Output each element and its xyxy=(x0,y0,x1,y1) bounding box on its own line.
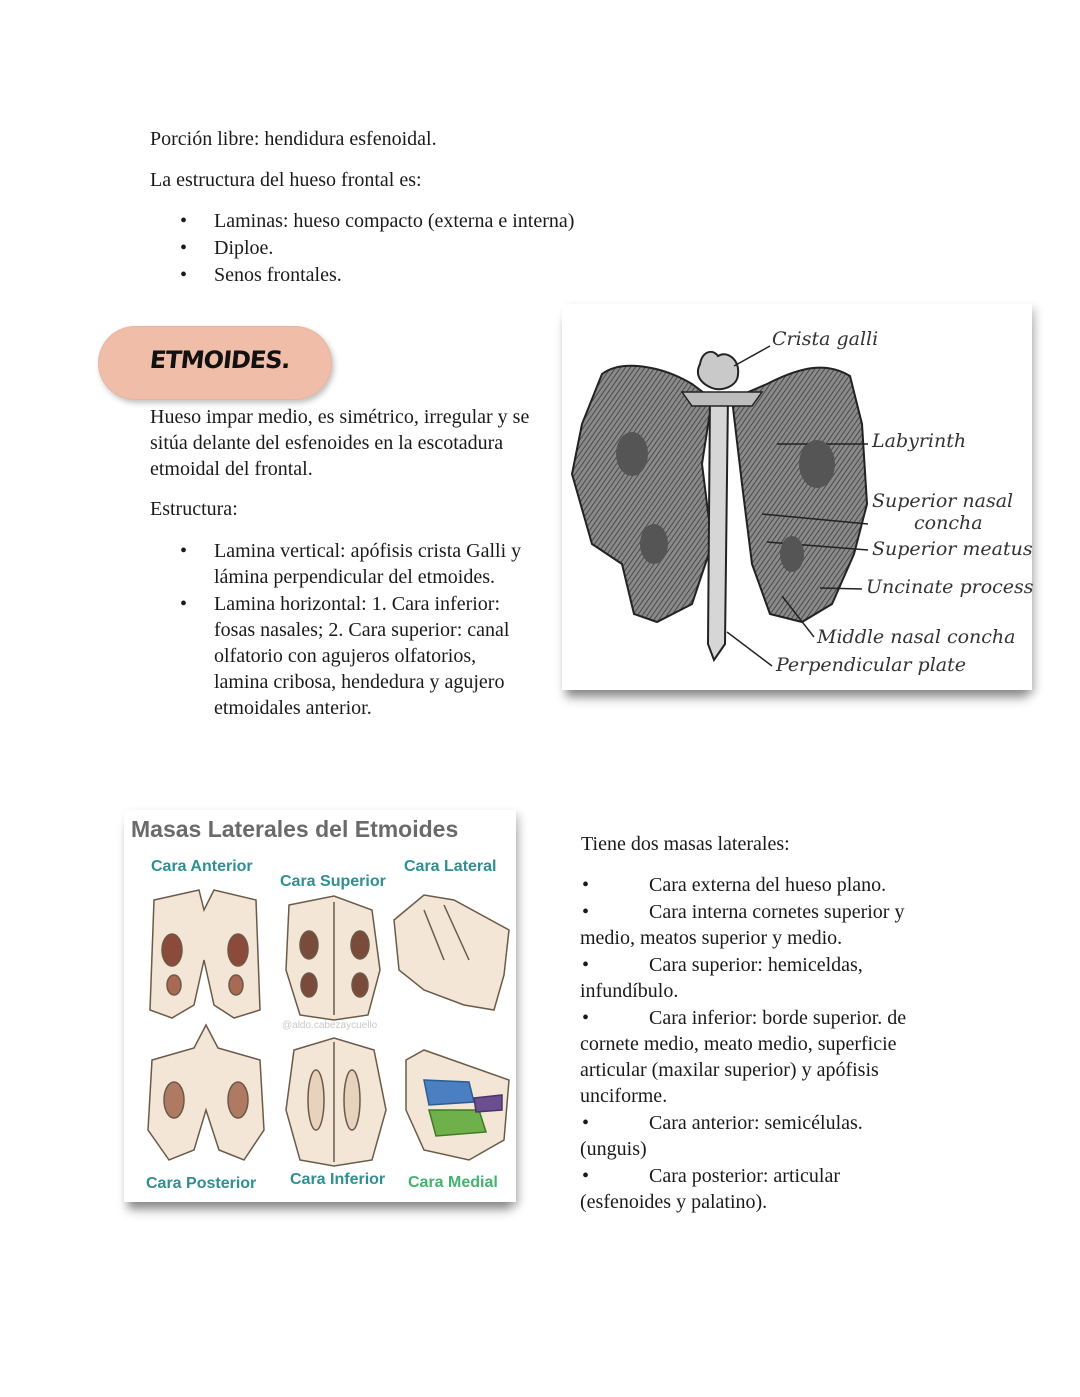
perpendicular-plate-shape xyxy=(708,394,728,660)
section-title: ETMOIDES. xyxy=(148,346,292,374)
bullet: • xyxy=(582,901,590,923)
ethmoid-illustration xyxy=(562,304,1032,690)
superior-view xyxy=(286,896,380,1020)
bone-drawings xyxy=(124,810,516,1202)
label-superior-nasal: Superior nasal xyxy=(872,490,1014,512)
list-item: • Senos frontales. xyxy=(150,262,670,288)
masses-list xyxy=(580,872,950,1215)
medial-view xyxy=(406,1050,509,1160)
posterior-view xyxy=(148,1025,264,1160)
label-cara-anterior: Cara Anterior xyxy=(151,858,253,875)
frontal-structure-list xyxy=(150,208,670,288)
label-cara-medial: Cara Medial xyxy=(408,1174,498,1191)
label-cara-superior: Cara Superior xyxy=(280,873,386,890)
list-item xyxy=(580,1163,950,1215)
label-crista-galli: Crista galli xyxy=(772,328,879,350)
item-text: Cara externa del hueso plano. xyxy=(649,874,887,896)
section-heading-badge xyxy=(98,326,332,400)
item-text-continued: medio, meatos superior y medio. xyxy=(580,927,843,949)
label-cara-inferior: Cara Inferior xyxy=(290,1171,386,1188)
lateral-masses-illustration xyxy=(124,810,516,1202)
label-uncinate-process: Uncinate process xyxy=(866,576,1034,598)
label-middle-nasal-concha: Middle nasal concha xyxy=(817,626,1016,648)
section-description: Hueso impar medio, es simétrico, irregular y se sitúa delante del esfenoides en la escotadura etmoidal del frontal. xyxy=(150,406,530,480)
intro-line-2: La estructura del hueso frontal es: xyxy=(150,169,422,191)
bullet: • xyxy=(582,874,590,896)
ethmoid-structure-list xyxy=(150,538,530,721)
list-item: • Diploe. xyxy=(150,235,670,261)
lateral-view xyxy=(394,895,509,1010)
inferior-view xyxy=(286,1038,386,1166)
list-item: • Lamina vertical: apófisis crista Galli y lámina perpendicular del etmoides. xyxy=(150,538,530,590)
bullet: • xyxy=(582,1007,590,1029)
label-cara-lateral: Cara Lateral xyxy=(404,858,497,875)
bullet: • xyxy=(582,1165,590,1187)
label-perpendicular-plate: Perpendicular plate xyxy=(776,654,966,676)
item-text: Cara posterior: articular xyxy=(649,1165,841,1187)
structure-label: Estructura: xyxy=(150,498,238,520)
label-superior-meatus: Superior meatus xyxy=(872,538,1033,560)
item-text: Cara superior: hemiceldas, xyxy=(649,954,863,976)
anterior-view xyxy=(150,890,260,1018)
item-text-continued: infundíbulo. xyxy=(580,980,679,1002)
item-text-continued: (unguis) xyxy=(580,1138,647,1160)
list-item xyxy=(580,899,950,951)
item-text: Cara inferior: borde superior. de xyxy=(649,1007,907,1029)
bullet: • xyxy=(582,1112,590,1134)
figure-title: Masas Laterales del Etmoides xyxy=(131,816,459,842)
item-text-continued: (esfenoides y palatino). xyxy=(580,1191,768,1213)
intro-line-1: Porción libre: hendidura esfenoidal. xyxy=(150,128,437,150)
list-item xyxy=(580,1005,950,1109)
list-item xyxy=(580,952,950,1004)
crista-galli-shape xyxy=(698,352,738,389)
item-text: Cara anterior: semicélulas. xyxy=(649,1112,863,1134)
list-item xyxy=(580,1110,950,1162)
label-cara-posterior: Cara Posterior xyxy=(146,1175,257,1192)
item-text: Cara interna cornetes superior y xyxy=(649,901,905,923)
label-concha: concha xyxy=(914,512,983,534)
list-item: • Lamina horizontal: 1. Cara inferior: fosas nasales; 2. Cara superior: canal olfatorio con agujeros olfatorios, lamina cribosa, hendedura y agujero etmoidales anterior. xyxy=(150,591,530,721)
masses-intro: Tiene dos masas laterales: xyxy=(581,833,790,855)
cribriform-shape xyxy=(682,392,762,406)
label-labyrinth: Labyrinth xyxy=(872,430,967,452)
list-item: • Laminas: hueso compacto (externa e interna) xyxy=(150,208,670,234)
bullet: • xyxy=(582,954,590,976)
watermark: @aldo.cabezaycuello xyxy=(282,1020,378,1031)
list-item xyxy=(580,872,950,898)
item-text-continued: cornete medio, meato medio, superficie articular (maxilar superior) y apófisis unciforme. xyxy=(580,1033,897,1107)
